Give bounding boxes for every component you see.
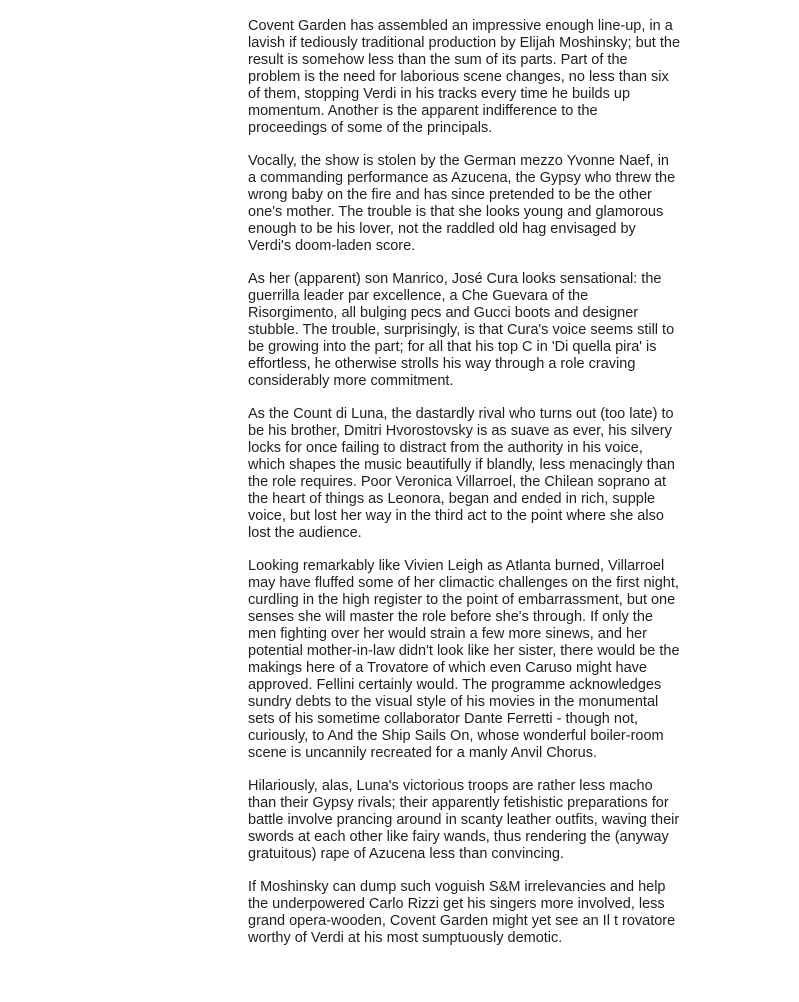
article-paragraph-4: As the Count di Luna, the dastardly rival who turns out (too late) to be his brother, Dmitri Hvorostovsky is as suave as ever, his silvery locks for once failing to distract from the authority in his voice, which shapes the music beautifully if blandly, less menacingly than the role requires. Poor Veronica Villarroel, the Chilean soprano at the heart of things as Leonora, began and ended in rich, supple voice, but lost her way in the third act to the point where she also lost the audience. xyxy=(248,406,675,541)
article-paragraph-3: As her (apparent) son Manrico, José Cura looks sensational: the guerrilla leader par excellence, a Che Guevara of the Risorgimento, all bulging pecs and Gucci boots and designer stubble. The trouble, surprisingly, is that Cura's voice seems still to be growing into the part; for all that his top C in 'Di quella pira' is effortless, he otherwise strolls his way through a role craving considerably more commitment. xyxy=(248,271,675,389)
article-paragraph-5: Looking remarkably like Vivien Leigh as Atlanta burned, Villarroel may have fluffed some of her climactic challenges on the first night, curdling in the high register to the point of embarrassment, but one senses she will master the role before she's through. If only the men fighting over her would strain a few more sinews, and her potential mother-in-law didn't look like her sister, there would be the makings here of a Trovatore of which even Caruso might have approved. Fellini certainly would. The programme acknowledges sundry debts to the visual style of his movies in the monumental sets of his sometime collaborator Dante Ferretti - though not, curiously, to And the Ship Sails On, whose wonderful boiler-room scene is uncannily recreated for a manly Anvil Chorus. xyxy=(248,558,680,761)
article-paragraph-1: Covent Garden has assembled an impressive enough line-up, in a lavish if tediously traditional production by Elijah Moshinsky; but the result is somehow less than the sum of its parts. Part of the problem is the need for laborious scene changes, no less than six of them, stopping Verdi in his tracks every time he builds up momentum. Another is the apparent indifference to the proceedings of some of the principals. xyxy=(248,18,681,136)
article-paragraph-7: If Moshinsky can dump such voguish S&M irrelevancies and help the underpowered Carlo Rizzi get his singers more involved, less grand opera-wooden, Covent Garden might yet see an Il t rovatore worthy of Verdi at his most sumptuously demotic. xyxy=(248,879,676,946)
article-body xyxy=(248,18,680,963)
article-paragraph-2: Vocally, the show is stolen by the German mezzo Yvonne Naef, in a commanding performance as Azucena, the Gypsy who threw the wrong baby on the fire and has since pretended to be the other one's mother. The trouble is that she looks young and glamorous enough to be his lover, not the raddled old hag envisaged by Verdi's doom-laden score. xyxy=(248,153,676,254)
article-paragraph-6: Hilariously, alas, Luna's victorious troops are rather less macho than their Gypsy rivals; their apparently fetishistic preparations for battle involve prancing around in scanty leather outfits, waving their swords at each other like fairy wands, thus rendering the (anyway gratuitous) rape of Azucena less than convincing. xyxy=(248,778,680,862)
